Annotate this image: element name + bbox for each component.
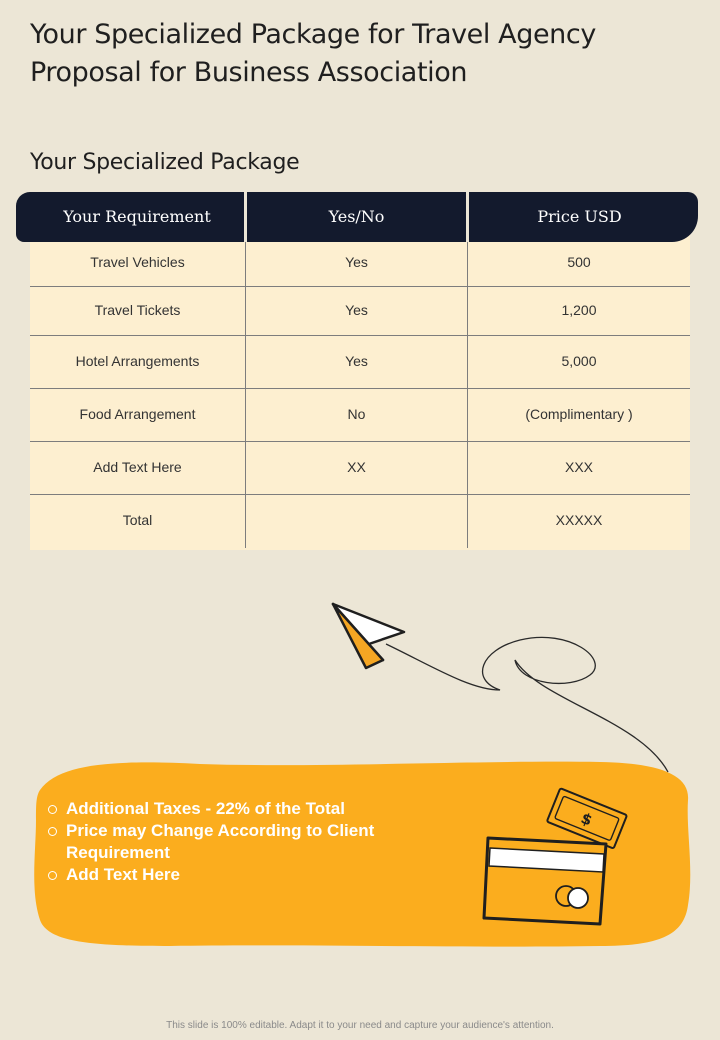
header-price: Price USD: [537, 207, 622, 226]
cell-yes-no: No: [347, 406, 366, 422]
bullet-circle-icon: [48, 805, 57, 814]
cell-yes-no: XX: [347, 459, 366, 475]
bullet-circle-icon: [48, 827, 57, 836]
footer-note: This slide is 100% editable. Adapt it to your need and capture your audience's attention.: [166, 1020, 554, 1031]
header-requirement: Your Requirement: [63, 207, 211, 226]
cell-requirement: Hotel Arrangements: [75, 353, 200, 369]
note-text: Price may Change According to Client Requirement: [66, 821, 375, 862]
cell-price: 500: [567, 254, 591, 270]
section-subtitle: Your Specialized Package: [30, 150, 300, 175]
note-item: [48, 798, 378, 820]
note-text: Additional Taxes - 22% of the Total: [66, 799, 345, 818]
note-text: Add Text Here: [66, 865, 180, 884]
paper-plane-icon: [333, 604, 404, 668]
cell-yes-no: Yes: [345, 353, 368, 369]
note-item: [48, 820, 378, 864]
cell-requirement: Food Arrangement: [79, 406, 196, 422]
flight-path-line: [386, 637, 668, 772]
cell-price: 1,200: [561, 302, 597, 318]
svg-text:$: $: [578, 809, 595, 830]
cell-requirement: Travel Vehicles: [90, 254, 185, 270]
cell-price: 5,000: [561, 353, 597, 369]
notes-list: [48, 798, 378, 886]
credit-card-icon: [484, 838, 606, 924]
cell-requirement: Add Text Here: [93, 459, 182, 475]
cell-requirement: Travel Tickets: [94, 302, 181, 318]
note-item: [48, 864, 378, 886]
cell-yes-no: Yes: [345, 254, 368, 270]
header-yes-no: Yes/No: [328, 207, 385, 226]
page-title-line-1: Your Specialized Package for Travel Agency: [30, 19, 596, 50]
cell-price: (Complimentary ): [525, 406, 633, 422]
bullet-circle-icon: [48, 871, 57, 880]
page-title-line-2: Proposal for Business Association: [30, 57, 468, 88]
cell-yes-no: Yes: [345, 302, 368, 318]
cell-price: XXX: [564, 459, 593, 475]
cell-price: XXXXX: [555, 512, 603, 528]
cell-requirement: Total: [122, 512, 153, 528]
